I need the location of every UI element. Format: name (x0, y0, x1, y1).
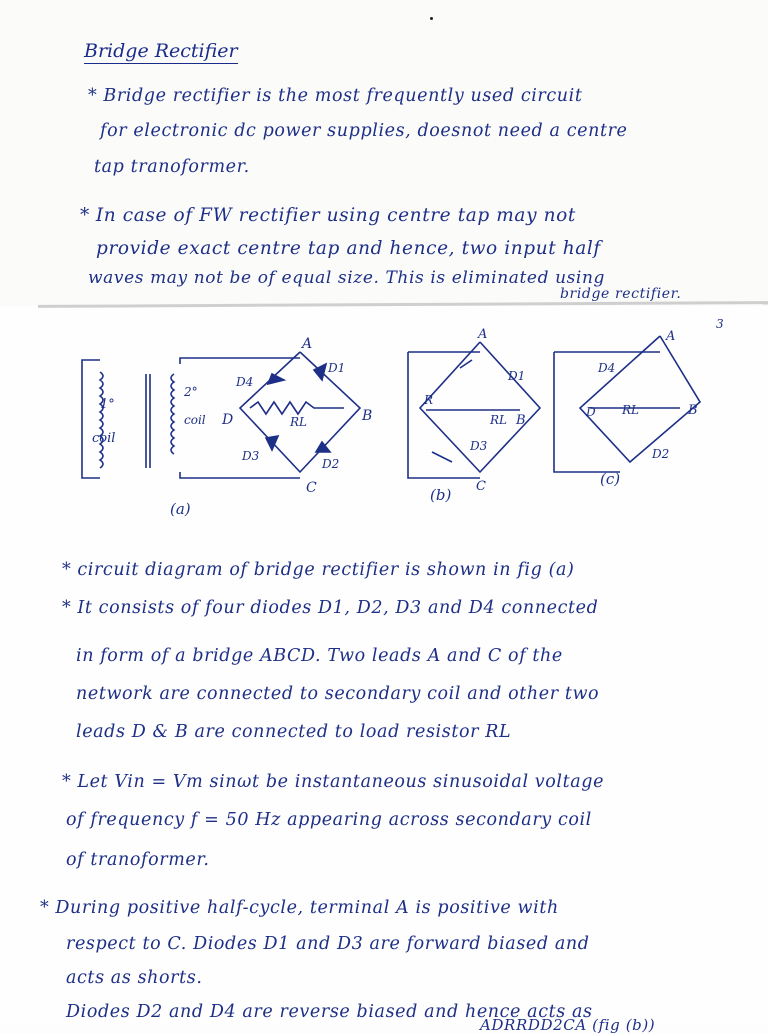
bridge-rectifier-figure (60, 312, 768, 528)
fig-a-caption: (a) (170, 500, 191, 518)
text-line (40, 898, 559, 918)
fig-c-caption: (c) (600, 470, 621, 488)
text-line (66, 810, 592, 830)
text-line-content: Bridge rectifier is the most frequently used circuit (103, 86, 583, 106)
fig-b-r-label: R (424, 393, 434, 407)
wire-to-A (180, 358, 300, 364)
text-line (76, 646, 563, 666)
ink-dot (430, 17, 433, 20)
fig-b-left-wire (408, 352, 480, 478)
text-line-content: leads D & B are connected to load resistor RL (76, 722, 512, 742)
secondary-winding (171, 374, 174, 454)
secondary-label: 2° (184, 385, 198, 399)
text-line (560, 286, 681, 302)
text-line (88, 86, 583, 106)
text-line-content: for electronic dc power supplies, doesnot need a centre (100, 121, 628, 141)
fig-b-node-a-label: A (478, 327, 488, 342)
primary-winding (100, 372, 103, 468)
fig-c-node-a-label: A (666, 329, 676, 344)
fig-b-d1-label: D1 (508, 369, 526, 383)
bullet-marker: * (62, 772, 72, 792)
text-line-content: circuit diagram of bridge rectifier is shown in fig (a) (77, 560, 575, 580)
fig-c-rl-label: RL (622, 403, 640, 417)
fig-c-node-b-label: B (688, 403, 698, 418)
fig-b-caption: (b) (430, 486, 452, 504)
text-line-content: ADRRDD2CA (fig (b)) (480, 1016, 656, 1034)
node-b-label: B (362, 408, 373, 424)
fig-c-d-label: D (586, 405, 596, 419)
text-line-content: In case of FW rectifier using centre tap may not (95, 205, 576, 226)
text-line-content: acts as shorts. (66, 968, 203, 988)
text-line-content: network are connected to secondary coil and other two (76, 684, 600, 704)
text-line-content: bridge rectifier. (560, 286, 682, 302)
primary-coil-label: coil (92, 431, 116, 446)
secondary-coil-label: coil (184, 413, 206, 427)
d2-label: D2 (322, 457, 340, 471)
primary-label: 1° (100, 397, 115, 412)
page-title: Bridge Rectifier (84, 40, 238, 62)
fig-c-d2-label: D2 (652, 447, 670, 461)
primary-wire (82, 360, 100, 478)
text-line-content: During positive half-cycle, terminal A is positive with (55, 898, 559, 918)
page-number: 3 (716, 317, 724, 331)
text-line (80, 205, 576, 226)
text-line (66, 968, 203, 988)
text-line (62, 560, 574, 580)
text-line (100, 121, 628, 141)
node-d-label: D (222, 412, 234, 428)
d3-label: D3 (242, 449, 260, 463)
fig-b-rl-label: RL (490, 413, 508, 427)
bullet-marker: * (80, 205, 90, 226)
text-line-content: tap tranoformer. (94, 157, 250, 177)
fig-b-d3-label: D3 (470, 439, 488, 453)
text-line (480, 1016, 655, 1034)
text-line (66, 934, 590, 954)
text-line (94, 157, 250, 177)
text-line-content: waves may not be of equal size. This is eliminated using (88, 268, 606, 288)
fig-b-node-b-label: B (516, 413, 526, 428)
text-line-content: respect to C. Diodes D1 and D3 are forward biased and (66, 934, 590, 954)
diode-d4-symbol (268, 374, 284, 384)
fig-b-arrow-2 (432, 452, 452, 462)
fig-c-bridge (580, 336, 700, 462)
text-line-content: of tranoformer. (66, 850, 210, 870)
text-line (62, 772, 604, 792)
text-line-content: provide exact centre tap and hence, two input half (96, 238, 601, 259)
text-line (88, 268, 605, 288)
text-line-content: Let Vin = Vm sinωt be instantaneous sinusoidal voltage (77, 772, 605, 792)
figure-svg (60, 312, 768, 524)
text-line-content: in form of a bridge ABCD. Two leads A and C of the (76, 646, 563, 666)
text-line (66, 850, 210, 870)
node-a-label: A (302, 336, 313, 352)
diode-d2-symbol (316, 442, 330, 452)
text-line (76, 722, 511, 742)
bullet-marker: * (62, 560, 72, 580)
text-line-content: It consists of four diodes D1, D2, D3 and D4 connected (77, 598, 599, 618)
load-resistor-rl (250, 402, 344, 414)
text-line (76, 684, 599, 704)
rl-label: RL (290, 415, 308, 429)
wire-to-C (180, 472, 300, 478)
fig-b-node-c-label: C (476, 479, 486, 494)
text-line-content: Diodes D2 and D4 are reverse biased and hence acts as (66, 1002, 593, 1022)
text-line-content: of frequency f = 50 Hz appearing across secondary coil (66, 810, 592, 830)
bullet-marker: * (40, 898, 50, 918)
node-c-label: C (306, 480, 317, 496)
bullet-marker: * (62, 598, 72, 618)
text-line (96, 238, 601, 259)
bullet-marker: * (88, 86, 98, 106)
diode-d3-symbol (266, 436, 278, 450)
d1-label: D1 (328, 361, 346, 375)
d4-label: D4 (236, 375, 254, 389)
fig-c-d4-label: D4 (598, 361, 616, 375)
text-line (62, 598, 598, 618)
